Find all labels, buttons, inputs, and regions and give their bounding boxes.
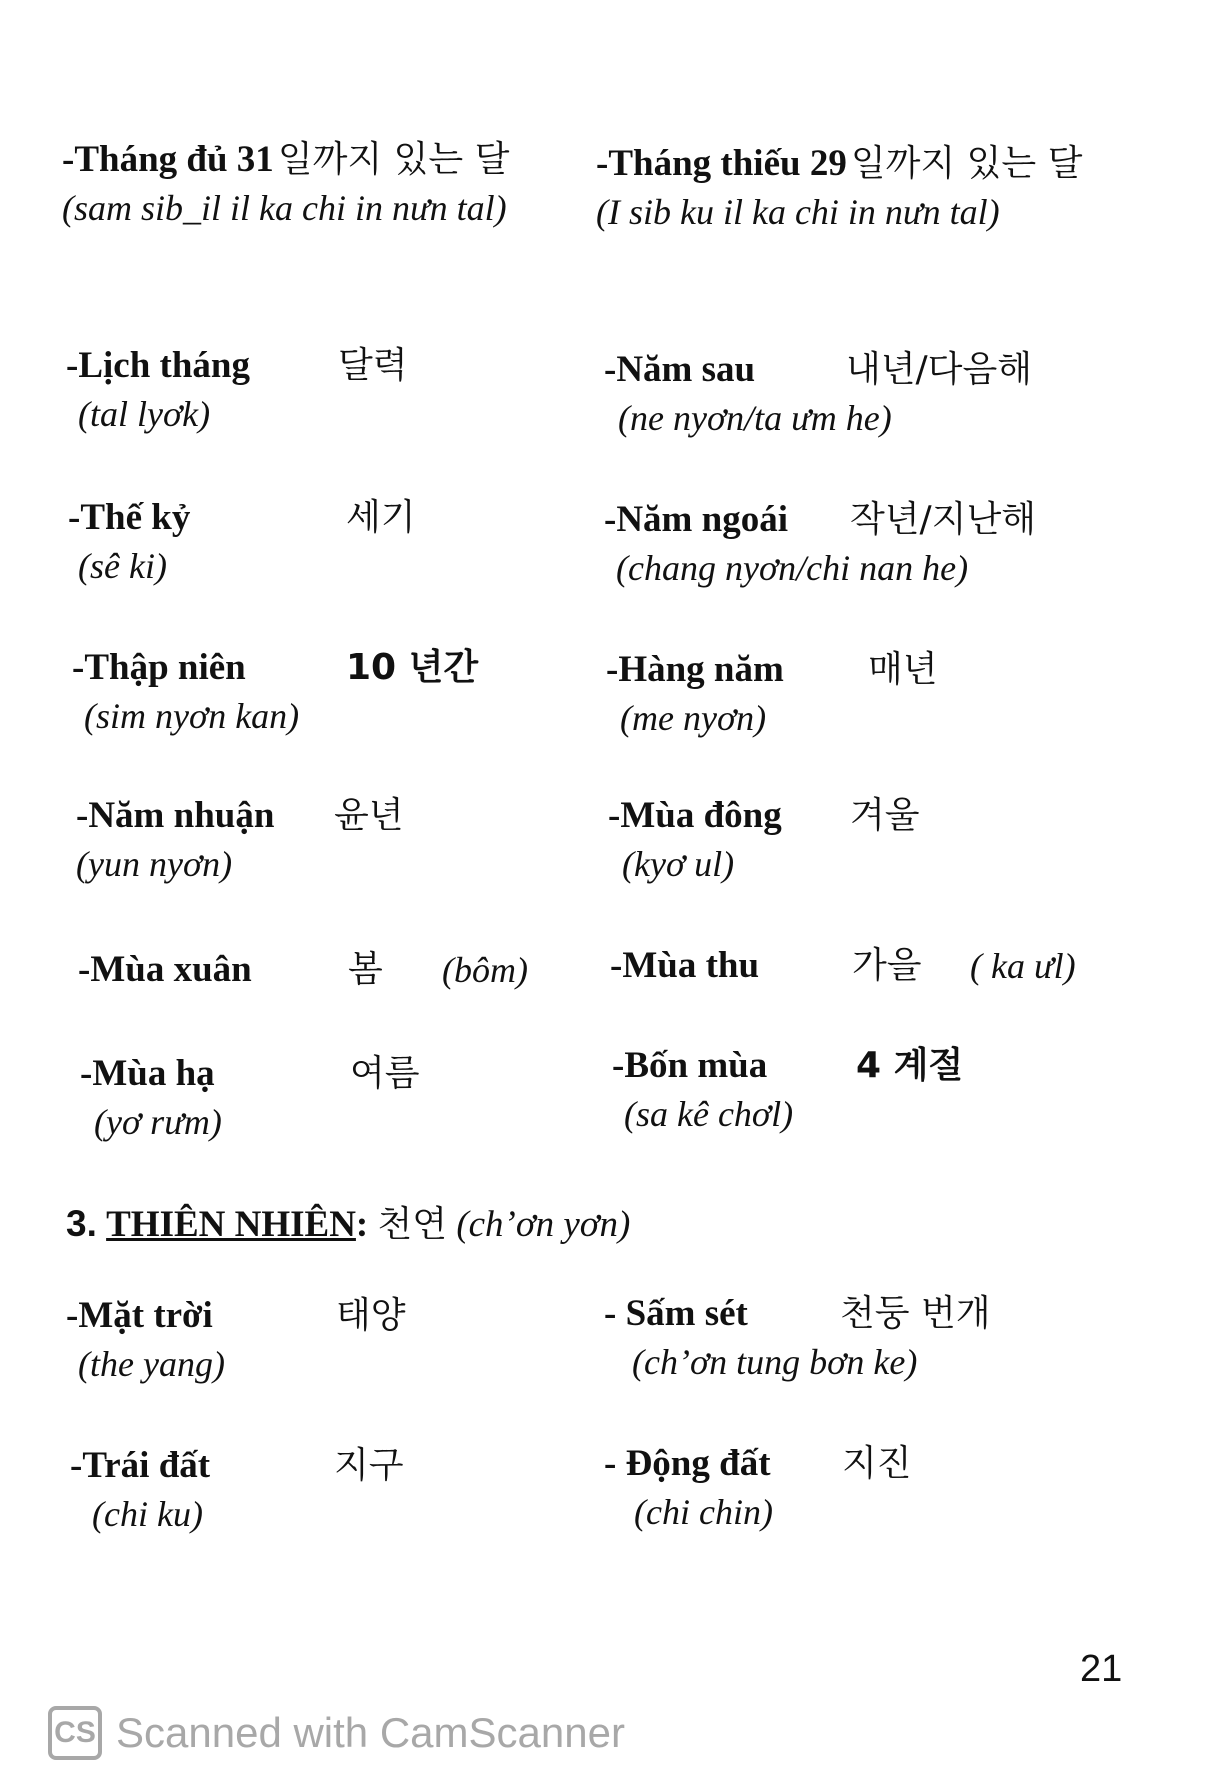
entry-sam-set <box>604 1290 1124 1386</box>
section-title: THIÊN NHIÊN <box>106 1204 356 1245</box>
term-pron: (sa kê chơl) <box>624 1094 794 1134</box>
term-ko: 여름 <box>350 1053 420 1094</box>
section-ko: 천연 <box>377 1204 448 1245</box>
term-ko: 지구 <box>334 1445 404 1486</box>
entry-trai-dat <box>70 1442 590 1538</box>
term-vi: -Mùa xuân <box>78 949 252 990</box>
section-pron: (ch’ơn yơn) <box>456 1204 631 1245</box>
term-vi: -Lịch tháng <box>66 345 251 386</box>
term-vi: -Hàng năm <box>606 649 784 690</box>
term-vi: -Mùa đông <box>608 795 782 836</box>
entry-the-ky <box>68 494 588 590</box>
term-vi: -Bốn mùa <box>612 1045 768 1086</box>
term-pron: (sê ki) <box>78 546 167 586</box>
camscanner-watermark <box>48 1706 625 1760</box>
term-vi: - Động đất <box>604 1443 771 1484</box>
term-ko: 지진 <box>842 1443 912 1484</box>
term-ko: 천둥 번개 <box>840 1293 991 1334</box>
term-pron: (chi ku) <box>92 1494 203 1534</box>
term-vi: -Thế kỷ <box>68 497 191 538</box>
term-vi: -Năm nhuận <box>76 795 275 836</box>
term-ko: 내년/다음해 <box>846 349 1033 390</box>
section-heading <box>66 1196 630 1247</box>
entry-thang-du <box>62 136 532 232</box>
term-vi: -Năm sau <box>604 349 756 390</box>
term-pron: (the yang) <box>78 1344 225 1384</box>
term-pron: (ch’ơn tung bơn ke) <box>632 1342 918 1382</box>
term-ko: 가을 <box>852 945 922 986</box>
entry-mua-thu <box>610 942 1130 990</box>
entry-mua-ha <box>80 1050 600 1146</box>
entry-mat-troi <box>66 1292 586 1388</box>
term-vi: -Tháng thiếu 29 <box>596 143 847 184</box>
term-ko: 일까지 있는 달 <box>850 143 1083 184</box>
term-ko: 작년/지난해 <box>850 499 1037 540</box>
section-number: 3. <box>66 1203 97 1244</box>
term-vi: -Mặt trời <box>66 1295 213 1336</box>
term-ko: 세기 <box>346 497 416 538</box>
entry-thap-nien <box>72 644 592 740</box>
entry-nam-sau <box>604 346 1124 442</box>
entry-nam-ngoai <box>604 496 1124 592</box>
entry-bon-mua <box>612 1042 1132 1138</box>
term-vi: -Năm ngoái <box>604 499 788 540</box>
entry-nam-nhuan <box>76 792 596 888</box>
entry-hang-nam <box>606 646 1126 742</box>
term-pron: (chang nyơn/chi nan he) <box>616 548 969 588</box>
term-pron: (I sib ku il ka chi in nưn tal) <box>596 192 1000 232</box>
term-pron: (yơ rưm) <box>94 1102 222 1142</box>
entry-thang-thieu <box>596 140 1096 236</box>
term-ko: 4 계절 <box>856 1045 964 1086</box>
term-ko: 일까지 있는 달 <box>277 139 510 180</box>
term-vi: -Mùa hạ <box>80 1053 215 1094</box>
term-pron: (bôm) <box>442 950 528 990</box>
term-ko: 매년 <box>868 649 938 690</box>
term-pron: (sim nyơn kan) <box>84 696 300 736</box>
term-vi: -Thập niên <box>72 647 246 688</box>
term-pron: (yun nyơn) <box>76 844 233 884</box>
entry-dong-dat <box>604 1440 1124 1536</box>
term-pron: (tal lyơk) <box>78 394 211 434</box>
term-ko: 윤년 <box>334 795 404 836</box>
term-pron: ( ka ưl) <box>970 946 1076 986</box>
term-vi: -Tháng đủ 31 <box>62 139 274 180</box>
term-pron: (chi chin) <box>634 1492 773 1532</box>
entry-mua-dong <box>608 792 1128 888</box>
entry-lich-thang <box>66 342 586 438</box>
term-ko: 봄 <box>348 949 383 990</box>
term-pron: (kyơ ul) <box>622 844 735 884</box>
term-vi: -Trái đất <box>70 1445 211 1486</box>
term-vi: - Sấm sét <box>604 1293 748 1334</box>
term-pron: (me nyơn) <box>620 698 767 738</box>
watermark-text: Scanned with CamScanner <box>116 1709 625 1756</box>
page-number: 21 <box>1080 1648 1123 1690</box>
term-pron: (sam sib_il il ka chi in nưn tal) <box>62 188 507 228</box>
camscanner-logo-icon: CS <box>48 1706 102 1760</box>
term-vi: -Mùa thu <box>610 945 760 986</box>
term-pron: (ne nyơn/ta ưm he) <box>618 398 892 438</box>
term-ko: 태양 <box>336 1295 406 1336</box>
term-ko: 겨울 <box>850 795 920 836</box>
term-ko: 10 년간 <box>346 647 479 688</box>
section-colon: : <box>355 1204 369 1245</box>
entry-mua-xuan <box>78 946 598 994</box>
term-ko: 달력 <box>338 345 408 386</box>
